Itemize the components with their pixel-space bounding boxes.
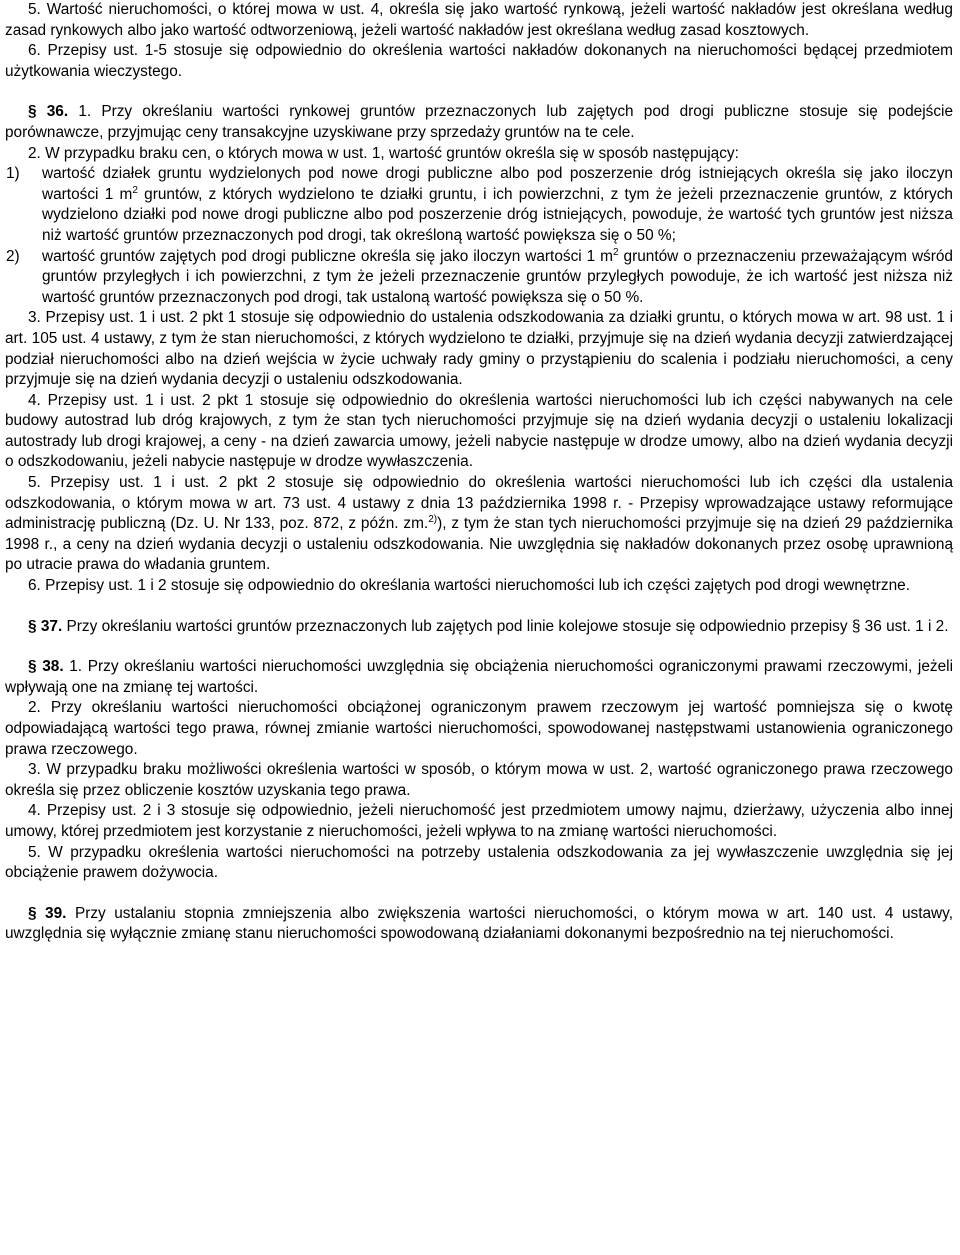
paragraph-prev-5: 5. Wartość nieruchomości, o której mowa w ust. 4, określa się jako wartość rynkową, jeżeli wartość nakładów jest określana według zasad rynkowych albo jako wartość odtworzeniową, jeżeli wartość nakładów jest określana według zasad kosztowych.	[5, 1, 953, 39]
section-38-paragraph-3: 3. W przypadku braku możliwości określenia wartości w sposób, o którym mowa w ust. 2, wartość ograniczonego prawa rzeczowego określa się przez obliczenie kosztów uzyskania tego prawa.	[5, 761, 953, 799]
superscript: 2	[132, 184, 138, 196]
list-item-number: 2)	[6, 247, 20, 265]
paragraph-prev-6: 6. Przepisy ust. 1-5 stosuje się odpowiednio do określenia wartości nakładów dokonanych na nieruchomości będącej przedmiotem użytkowania wieczystego.	[5, 42, 953, 80]
list-item-text-b: gruntów, z których wydzielono te działki gruntu, i ich powierzchni, z tym że jeżeli przeznaczenie gruntów, z których wydzielono działki pod nowe drogi publiczne albo pod poszerzenie dróg istniejących, powoduje, że wartość tych gruntów jest niższa niż wartość gruntów przeznaczonych pod drogi, tak określoną wartość powiększa się o 50 %;	[42, 185, 953, 244]
section-38-sign: § 38.	[28, 658, 64, 676]
section-36-paragraph-2: 2. W przypadku braku cen, o których mowa w ust. 1, wartość gruntów określa się w sposób następujący:	[28, 144, 739, 162]
section-36-sign: § 36.	[28, 103, 69, 121]
section-38-paragraph-4: 4. Przepisy ust. 2 i 3 stosuje się odpowiednio, jeżeli nieruchomość jest przedmiotem umowy najmu, dzierżawy, użyczenia albo innej umowy, której przedmiotem jest korzystanie z nieruchomości, jeżeli wpływa to na zmianę wartości nieruchomości.	[5, 802, 953, 840]
section-36-list-item-1	[5, 164, 953, 246]
spacer	[5, 637, 953, 657]
footnote-reference: 2)	[428, 514, 438, 526]
paragraph-text-a: 5. Przepisy ust. 1 i ust. 2 pkt 2 stosuje się odpowiednio do określenia wartości nieruchomości lub ich części dla ustalenia odszkodowania, o którym mowa w art. 73 ust. 4 ustawy z dnia 13 października 1998 r. - Przepisy wprowadzające ustawy reformujące administrację publiczną (Dz. U. Nr 133, poz. 872, z późn. zm.	[5, 474, 953, 533]
section-38-paragraph-5: 5. W przypadku określenia wartości nieruchomości na potrzeby ustalenia odszkodowania za jej wywłaszczenie uwzględnia się jej obciążenie prawem dożywocia.	[5, 843, 953, 882]
section-39-text: Przy ustalaniu stopnia zmniejszenia albo zwiększenia wartości nieruchomości, o którym mowa w art. 140 ust. 4 ustawy, uwzględnia się wyłącznie zmianę stanu nieruchomości spowodowaną działaniami dokonanymi bezpośrednio na tej nieruchomości.	[5, 904, 953, 943]
section-36-list-item-2	[5, 247, 953, 309]
section-36-paragraph-6: 6. Przepisy ust. 1 i 2 stosuje się odpowiednio do określania wartości nieruchomości lub ich części zajętych pod drogi wewnętrzne.	[28, 577, 910, 595]
paragraph-text-b: ), z tym że stan tych nieruchomości przyjmuje się na dzień 29 października 1998 r., a ceny na dzień wydania decyzji o ustaleniu odszkodowania. Nie uwzględnia się nakładów dokonanych przez osobę uprawnioną po utracie prawa do władania gruntem.	[5, 515, 953, 574]
section-36-paragraph-3: 3. Przepisy ust. 1 i ust. 2 pkt 1 stosuje się odpowiednio do ustalenia odszkodowania za działki gruntu, o których mowa w art. 98 ust. 1 i art. 105 ust. 4 ustawy, z tym że stan nieruchomości, z których wydzielono te działki, przyjmuje się na dzień wydania decyzji zatwierdzającej podział nieruchomości albo na dzień wejścia w życie uchwały rady gminy o przystąpieniu do scalenia i podziału nieruchomości, a ceny przyjmuje się na dzień wydania decyzji o ustaleniu odszkodowania.	[5, 309, 953, 389]
section-38-paragraph-1-text: 1. Przy określaniu wartości nieruchomości uwzględnia się obciążenia nieruchomości ograniczonymi prawami rzeczowymi, jeżeli wpływają one na zmianę tej wartości.	[5, 658, 954, 696]
list-item-number: 1)	[6, 165, 20, 183]
spacer	[5, 82, 953, 102]
section-37-sign: § 37.	[28, 617, 63, 635]
superscript: 2	[613, 246, 619, 258]
section-39-sign: § 39.	[28, 904, 67, 922]
section-37-text: Przy określaniu wartości gruntów przeznaczonych lub zajętych pod linie kolejowe stosuje się odpowiednio przepisy § 36 ust. 1 i 2.	[62, 617, 949, 635]
list-item-text-b: gruntów o przeznaczeniu przeważającym wśród gruntów przyległych i ich powierzchni, z tym że jeżeli przeznaczenie gruntów przyległych powoduje, że ich wartość jest niższa niż wartość gruntów przeznaczonych pod drogi, tak ustaloną wartość powiększa się o 50 %.	[42, 247, 953, 306]
list-item-text-a: wartość działek gruntu wydzielonych pod nowe drogi publiczne albo pod poszerzenie dróg istniejących określa się jako iloczyn wartości 1 m	[42, 165, 953, 203]
section-39-paragraph	[5, 904, 953, 945]
section-38-paragraph-1	[5, 657, 953, 698]
spacer	[5, 597, 953, 617]
section-38-paragraph-2: 2. Przy określaniu wartości nieruchomości obciążonej ograniczonym prawem rzeczowym jej wartość pomniejsza się o kwotę odpowiadającą wartości tego prawa, równej zmianie wartości nieruchomości, spowodowanej następstwami ustanowienia ograniczonego prawa rzeczowego.	[5, 699, 953, 758]
spacer	[5, 884, 953, 904]
list-item-text-a: wartość gruntów zajętych pod drogi publiczne określa się jako iloczyn wartości 1 m	[42, 247, 613, 265]
section-36-paragraph-5	[5, 473, 953, 576]
section-37-paragraph	[5, 617, 953, 638]
section-36-paragraph-1-text: 1. Przy określaniu wartości rynkowej gruntów przeznaczonych lub zajętych pod drogi publiczne stosuje się podejście porównawcze, przyjmując ceny transakcyjne uzyskiwane przy sprzedaży gruntów na te cele.	[5, 103, 954, 141]
section-36-paragraph-4: 4. Przepisy ust. 1 i ust. 2 pkt 1 stosuje się odpowiednio do określenia wartości nieruchomości lub ich części nabywanych na cele budowy autostrad lub dróg krajowych, z tym że stan tych nieruchomości przyjmuje się na dzień wydania decyzji o ustaleniu lokalizacji autostrady lub drogi krajowej, a ceny - na dzień zawarcia umowy, jeżeli nabycie następuje w drodze umowy, albo na dzień wydania decyzji o odszkodowaniu, jeżeli nabycie następuje w drodze wywłaszczenia.	[5, 391, 953, 471]
section-36-paragraph-1	[5, 102, 953, 143]
